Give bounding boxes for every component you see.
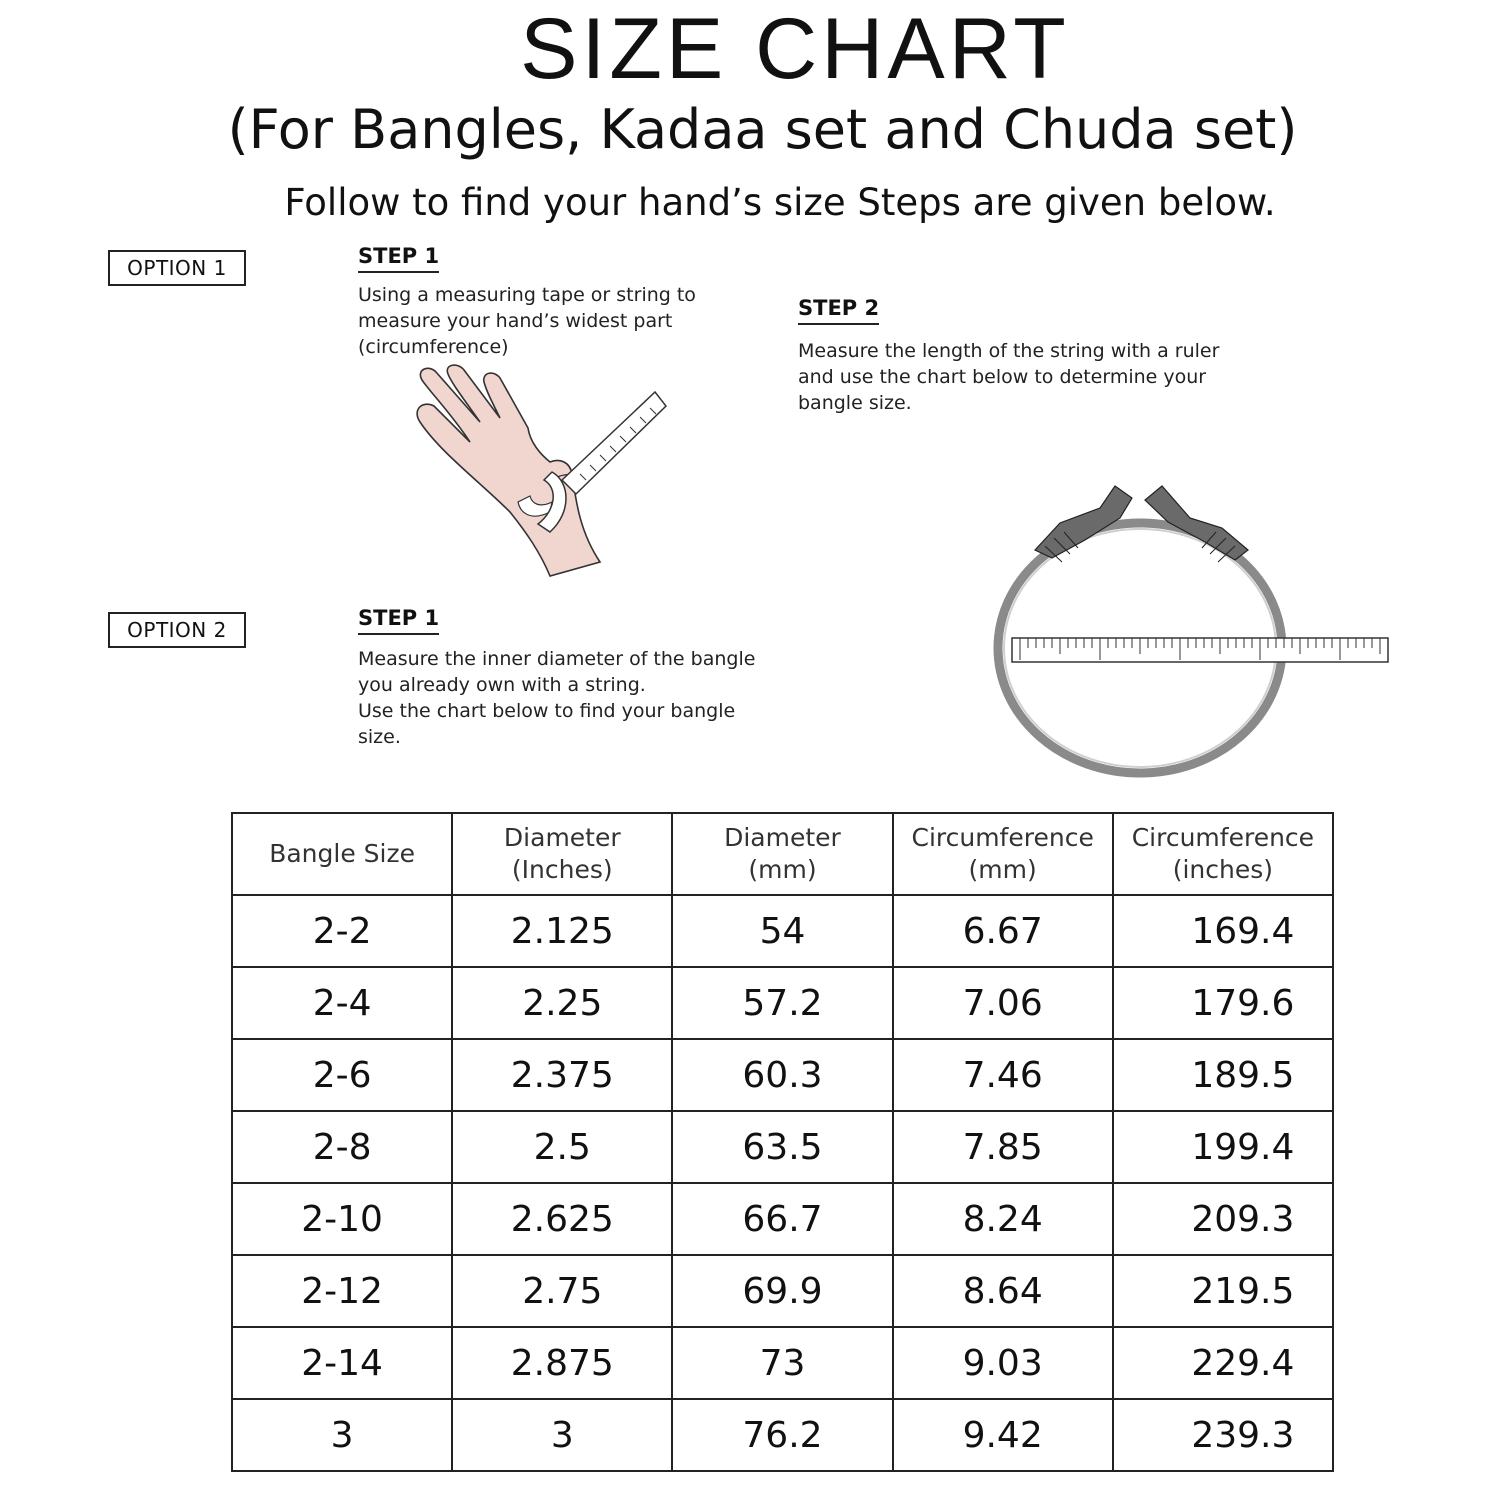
cell-bangle-size: 2-8 [232,1111,452,1183]
cell-diameter-mm: 60.3 [672,1039,892,1111]
step-description [358,646,755,750]
cell-circumference-mm: 7.85 [893,1111,1113,1183]
cell-diameter-inches: 2.875 [452,1327,672,1399]
step-line: Measure the length of the string with a ruler [798,340,1220,362]
cell-diameter-inches: 2.75 [452,1255,672,1327]
page-title: SIZE CHART [520,1,1070,97]
cell-circumference-mm: 7.06 [893,967,1113,1039]
cell-circumference-mm: 9.03 [893,1327,1113,1399]
header-diameter-inches: Diameter (Inches) [452,813,672,895]
cell-diameter-inches: 2.375 [452,1039,672,1111]
table-row [232,1255,1333,1327]
table-row [232,1039,1333,1111]
cell-diameter-mm: 69.9 [672,1255,892,1327]
option-2-step-1 [358,606,755,750]
cell-diameter-inches: 2.5 [452,1111,672,1183]
table-row [232,895,1333,967]
cell-circumference-mm: 8.64 [893,1255,1113,1327]
header-circumference-inches: Circumference (inches) [1113,813,1333,895]
option-1-step-2 [798,296,1219,416]
cell-circumference-mm: 6.67 [893,895,1113,967]
cell-bangle-size: 2-2 [232,895,452,967]
cell-circumference-mm: 9.42 [893,1399,1113,1471]
step-heading: STEP 1 [358,606,439,635]
table-row [232,1111,1333,1183]
table-row [232,1327,1333,1399]
table-header-row [232,813,1333,895]
cell-circumference-inches: 199.4 [1113,1111,1333,1183]
step-line: measure your hand’s widest part [358,310,673,332]
cell-bangle-size: 3 [232,1399,452,1471]
header-circumference-mm: Circumference (mm) [893,813,1113,895]
cell-circumference-inches: 189.5 [1113,1039,1333,1111]
step-description [798,338,1219,416]
table-row [232,1399,1333,1471]
cell-circumference-inches: 169.4 [1113,895,1333,967]
hand-measuring-tape-icon [400,362,690,582]
header-diameter-mm: Diameter (mm) [672,813,892,895]
page-subtitle: (For Bangles, Kadaa set and Chuda set) [227,98,1298,161]
option-1-label: OPTION 1 [108,250,246,286]
cell-circumference-inches: 229.4 [1113,1327,1333,1399]
cell-circumference-inches: 179.6 [1113,967,1333,1039]
header-bangle-size: Bangle Size [232,813,452,895]
step-heading: STEP 1 [358,244,439,273]
bangle-with-ruler-icon [990,478,1400,778]
cell-diameter-mm: 54 [672,895,892,967]
cell-circumference-mm: 8.24 [893,1183,1113,1255]
cell-diameter-mm: 57.2 [672,967,892,1039]
table-row [232,1183,1333,1255]
cell-circumference-inches: 239.3 [1113,1399,1333,1471]
cell-diameter-inches: 3 [452,1399,672,1471]
cell-diameter-inches: 2.125 [452,895,672,967]
step-line: bangle size. [798,392,912,414]
cell-bangle-size: 2-6 [232,1039,452,1111]
step-line: you already own with a string. [358,674,646,696]
step-line: (circumference) [358,336,509,358]
step-line: Use the chart below to find your bangle [358,700,736,722]
cell-bangle-size: 2-10 [232,1183,452,1255]
step-line: size. [358,726,401,748]
step-description [358,282,696,360]
size-table [231,812,1334,1472]
cell-diameter-mm: 73 [672,1327,892,1399]
cell-bangle-size: 2-4 [232,967,452,1039]
table-row [232,967,1333,1039]
cell-diameter-inches: 2.25 [452,967,672,1039]
cell-diameter-inches: 2.625 [452,1183,672,1255]
step-line: and use the chart below to determine your [798,366,1207,388]
step-line: Measure the inner diameter of the bangle [358,648,756,670]
instruction-text: Follow to find your hand’s size Steps are given below. [284,181,1276,224]
cell-diameter-mm: 63.5 [672,1111,892,1183]
step-line: Using a measuring tape or string to [358,284,696,306]
cell-circumference-inches: 219.5 [1113,1255,1333,1327]
option-1-step-1 [358,244,696,360]
cell-diameter-mm: 66.7 [672,1183,892,1255]
step-heading: STEP 2 [798,296,879,325]
cell-circumference-mm: 7.46 [893,1039,1113,1111]
cell-circumference-inches: 209.3 [1113,1183,1333,1255]
cell-bangle-size: 2-14 [232,1327,452,1399]
option-2-label: OPTION 2 [108,612,246,648]
cell-diameter-mm: 76.2 [672,1399,892,1471]
cell-bangle-size: 2-12 [232,1255,452,1327]
